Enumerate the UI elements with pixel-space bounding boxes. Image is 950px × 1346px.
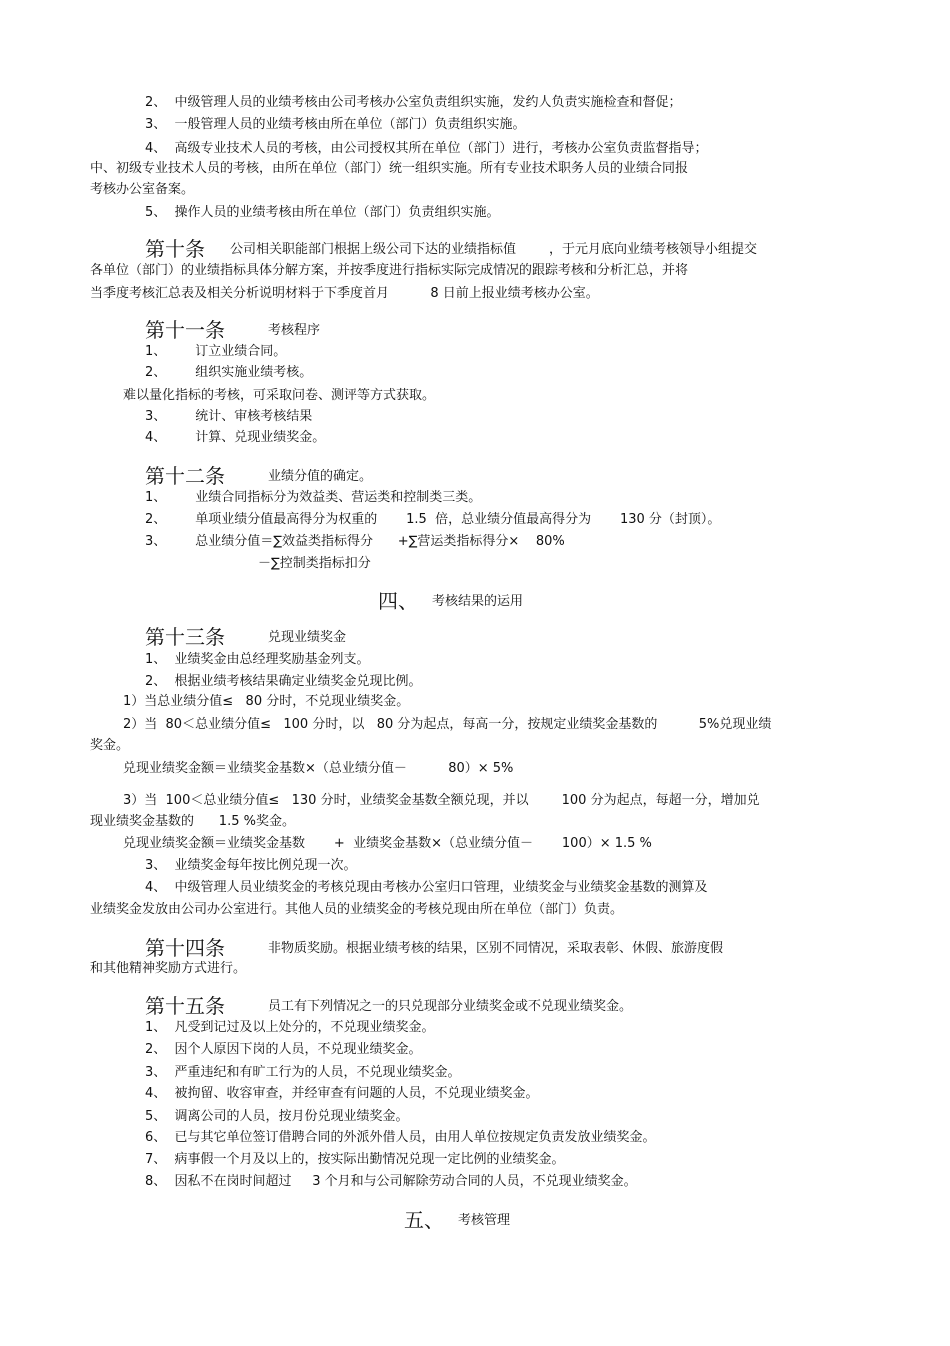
article-title: 考核程序 (268, 323, 321, 338)
clause-line: 3、 一般管理人员的业绩考核由所在单位（部门）负责组织实施。 (145, 117, 526, 132)
clause-line: 4、 计算、兑现业绩奖金。 (145, 430, 326, 445)
article-heading-15: 第十五条 (145, 994, 225, 1018)
formula-line: －∑控制类指标扣分 (258, 556, 371, 571)
formula-line: 兑现业绩奖金额＝业绩奖金基数 + 业绩奖金基数×（总业绩分值－ 100）× 1.5 % (123, 836, 652, 851)
clause-line: 1、 订立业绩合同。 (145, 344, 287, 359)
clause-line: 2）当 80＜总业绩分值≤ 100 分时，以 80 分为起点，每高一分，按规定业绩奖金基数的 5%兑现业绩 (123, 717, 772, 732)
clause-line: 1、 业绩奖金由总经理奖励基金列支。 (145, 652, 370, 667)
clause-line: 5、 操作人员的业绩考核由所在单位（部门）负责组织实施。 (145, 205, 500, 220)
article-heading-10: 第十条 (145, 237, 205, 261)
article-text: 和其他精神奖励方式进行。 (90, 961, 247, 976)
article-heading-14: 第十四条 (145, 936, 225, 960)
article-title: 业绩分值的确定。 (268, 469, 373, 484)
clause-line: 2、 组织实施业绩考核。 (145, 365, 313, 380)
section-number-4: 四、 (378, 589, 418, 613)
clause-line: 5、 调离公司的人员，按月份兑现业绩奖金。 (145, 1109, 409, 1124)
clause-line: 7、 病事假一个月及以上的，按实际出勤情况兑现一定比例的业绩奖金。 (145, 1152, 565, 1167)
clause-line: 2、 单项业绩分值最高得分为权重的 1.5 倍，总业绩分值最高得分为 130 分（封顶）。 (145, 512, 721, 527)
clause-line: 奖金。 (90, 738, 130, 753)
section-title: 考核管理 (458, 1213, 511, 1228)
section-number-5: 五、 (404, 1208, 444, 1232)
clause-line: 1、 凡受到记过及以上处分的，不兑现业绩奖金。 (145, 1020, 435, 1035)
formula-line: 兑现业绩奖金额＝业绩奖金基数×（总业绩分值－ 80）× 5% (123, 761, 514, 776)
clause-line: 3、 严重违纪和有旷工行为的人员，不兑现业绩奖金。 (145, 1065, 461, 1080)
article-title: 员工有下列情况之一的只兑现部分业绩奖金或不兑现业绩奖金。 (268, 999, 633, 1014)
clause-line: 3）当 100＜总业绩分值≤ 130 分时，业绩奖金基数全额兑现，并以 100 分为起点，每超一分，增加兑 (123, 793, 760, 808)
article-text: 当季度考核汇总表及相关分析说明材料于下季度首月 8 日前上报业绩考核办公室。 (90, 286, 599, 301)
clause-line: 2、 中级管理人员的业绩考核由公司考核办公室负责组织实施，发约人负责实施检查和督促； (145, 95, 682, 110)
clause-line: 2、 因个人原因下岗的人员，不兑现业绩奖金。 (145, 1042, 422, 1057)
article-heading-13: 第十三条 (145, 625, 225, 649)
article-text: 各单位（部门）的业绩指标具体分解方案，并按季度进行指标实际完成情况的跟踪考核和分析汇总，并将 (90, 263, 689, 278)
clause-line: 2、 根据业绩考核结果确定业绩奖金兑现比例。 (145, 674, 422, 689)
article-text: 公司相关职能部门根据上级公司下达的业绩指标值 ，于元月底向业绩考核领导小组提交 (230, 242, 758, 257)
clause-line: 8、 因私不在岗时间超过 3 个月和与公司解除劳动合同的人员，不兑现业绩奖金。 (145, 1174, 637, 1189)
article-heading-12: 第十二条 (145, 464, 225, 488)
clause-line: 1）当总业绩分值≤ 80 分时，不兑现业绩奖金。 (123, 694, 410, 709)
clause-line: 1、 业绩合同指标分为效益类、营运类和控制类三类。 (145, 490, 482, 505)
clause-line: 考核办公室备案。 (90, 182, 195, 197)
article-text: 非物质奖励。根据业绩考核的结果，区别不同情况，采取表彰、休假、旅游度假 (268, 941, 724, 956)
article-heading-11: 第十一条 (145, 318, 225, 342)
clause-line: 3、 业绩奖金每年按比例兑现一次。 (145, 858, 357, 873)
clause-line: 4、 被拘留、收容审查，并经审查有问题的人员，不兑现业绩奖金。 (145, 1086, 539, 1101)
clause-line: 难以量化指标的考核，可采取问卷、测评等方式获取。 (123, 388, 436, 403)
formula-line: 3、 总业绩分值＝∑效益类指标得分 +∑营运类指标得分× 80% (145, 534, 565, 549)
clause-line: 现业绩奖金基数的 1.5 %奖金。 (90, 814, 295, 829)
clause-line: 4、 中级管理人员业绩奖金的考核兑现由考核办公室归口管理，业绩奖金与业绩奖金基数的测算及 (145, 880, 708, 895)
clause-line: 4、 高级专业技术人员的考核，由公司授权其所在单位（部门）进行，考核办公室负责监督指导； (145, 141, 708, 156)
clause-line: 业绩奖金发放由公司办公室进行。其他人员的业绩奖金的考核兑现由所在单位（部门）负责。 (90, 902, 624, 917)
section-title: 考核结果的运用 (432, 594, 524, 609)
clause-line: 6、 已与其它单位签订借聘合同的外派外借人员，由用人单位按规定负责发放业绩奖金。 (145, 1130, 656, 1145)
article-title: 兑现业绩奖金 (268, 630, 347, 645)
clause-line: 3、 统计、审核考核结果 (145, 409, 313, 424)
clause-line: 中、初级专业技术人员的考核，由所在单位（部门）统一组织实施。所有专业技术职务人员的业绩合同报 (90, 161, 689, 176)
